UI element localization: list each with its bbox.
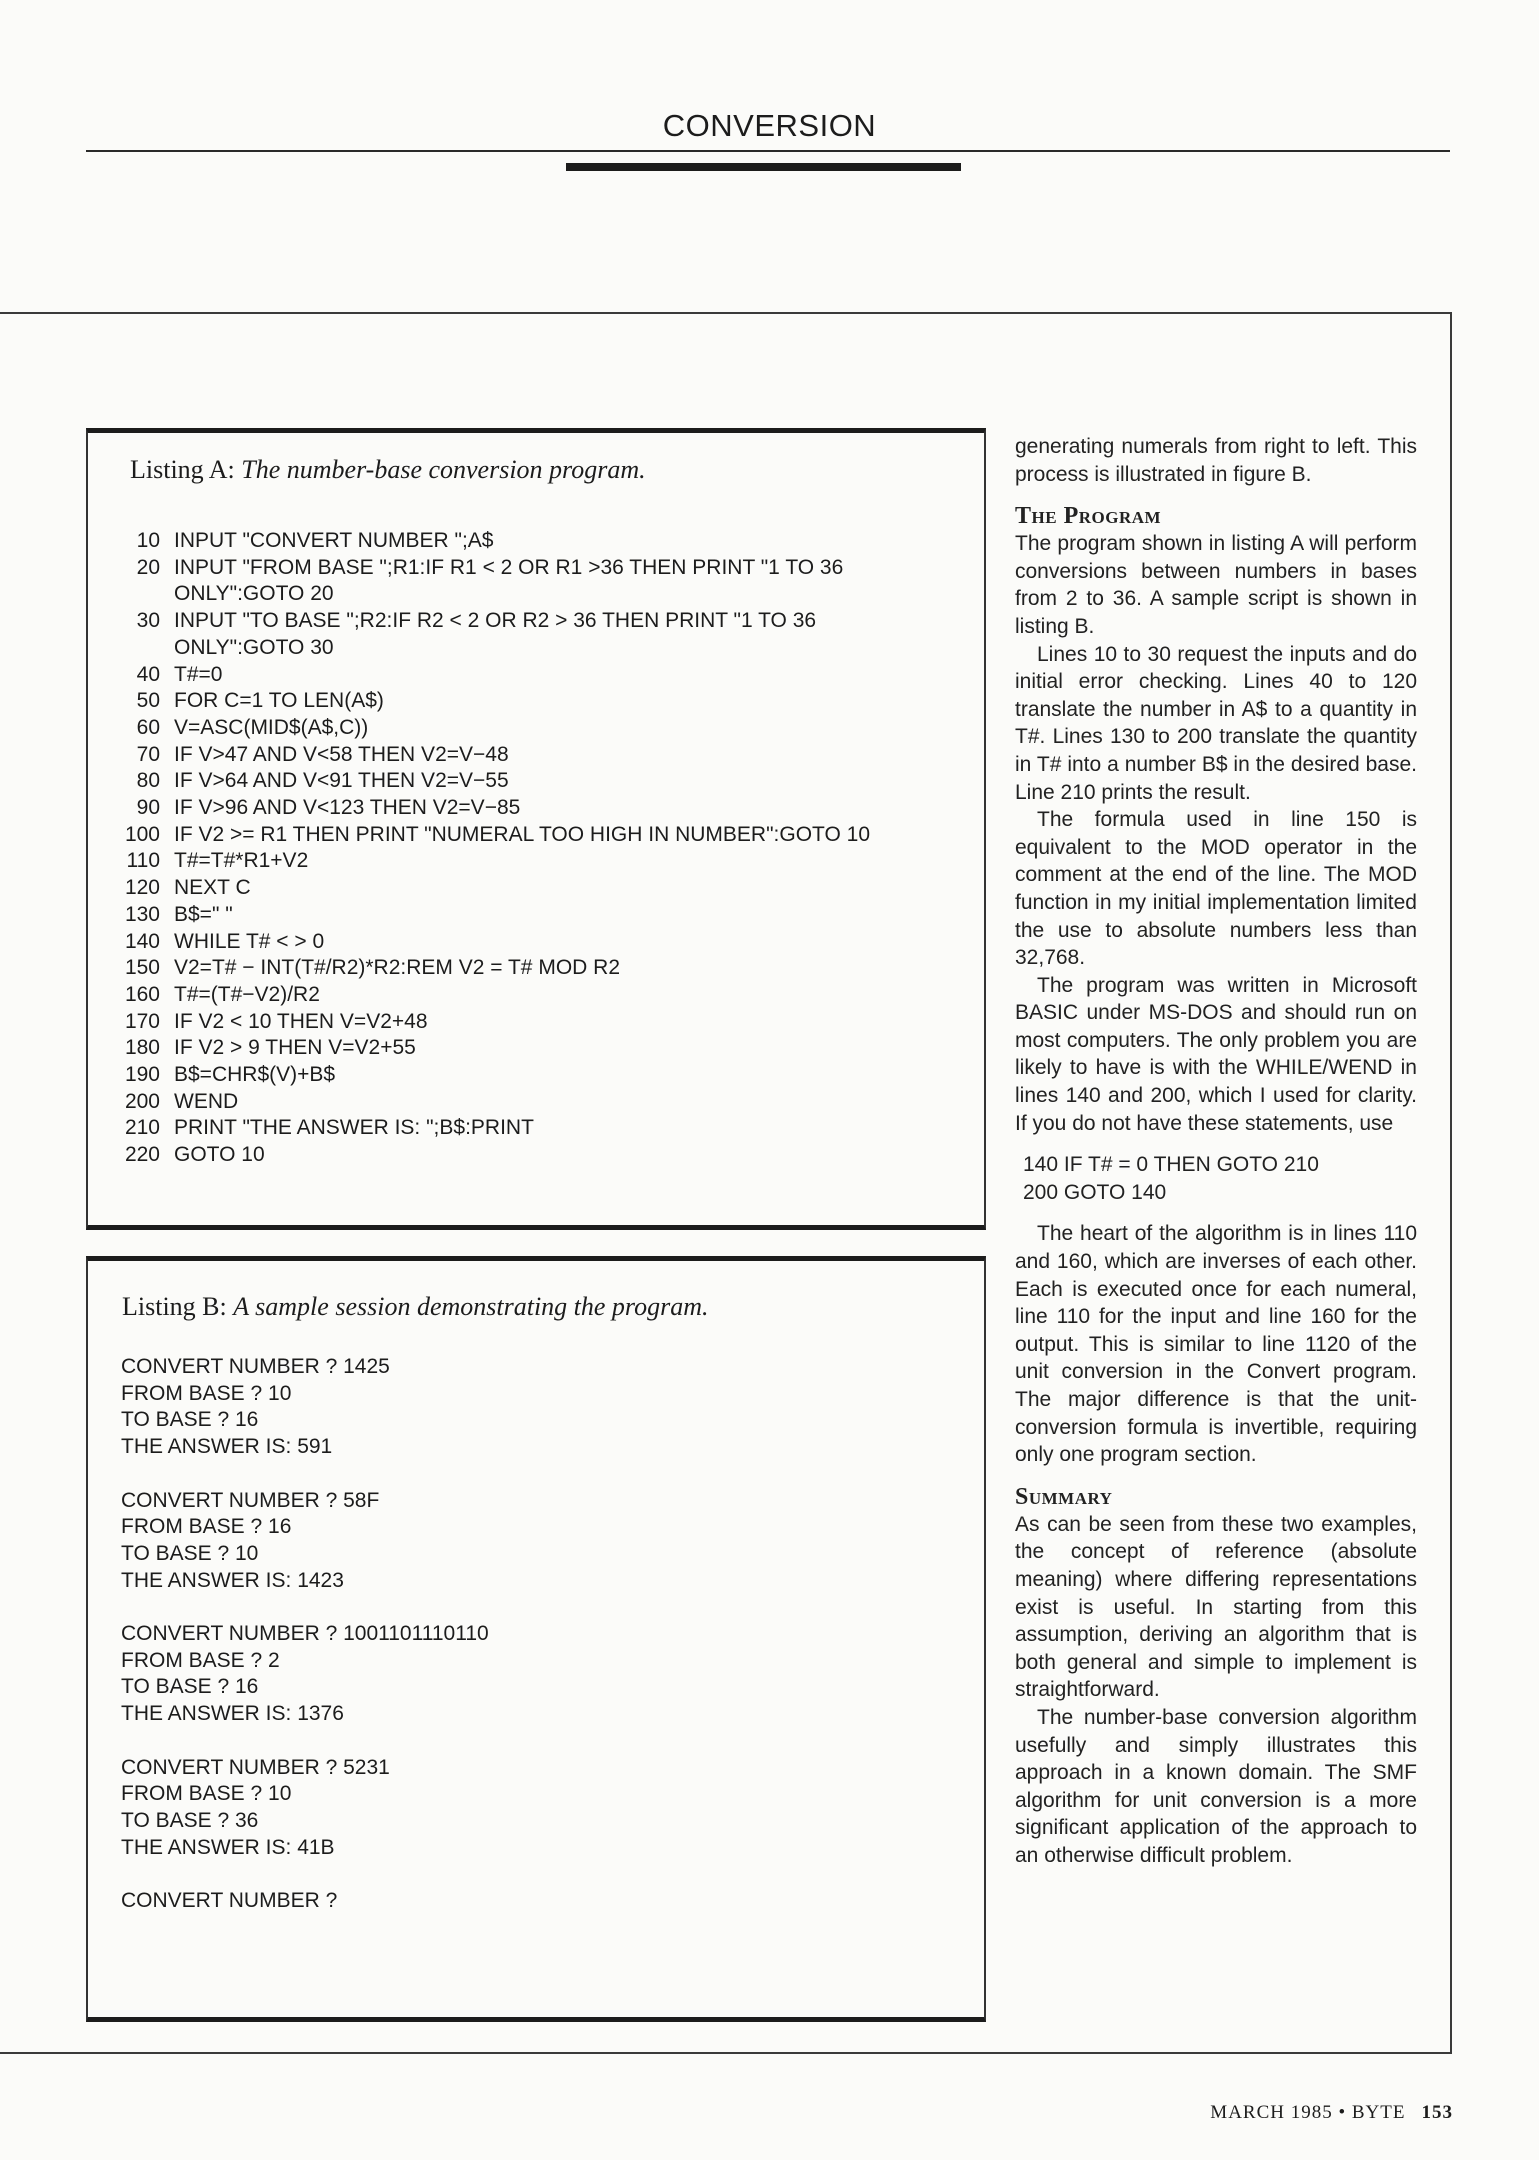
code-line — [100, 715, 940, 742]
code-line — [100, 1089, 940, 1116]
line-code: IF V2 >= R1 THEN PRINT "NUMERAL TOO HIGH IN NUMBER":GOTO 10 — [174, 822, 871, 846]
line-number: 30 — [136, 609, 160, 633]
code-line — [100, 688, 940, 715]
code-line — [100, 929, 940, 956]
line-code: WEND — [174, 1089, 239, 1113]
session-line: CONVERT NUMBER ? 5231 — [121, 1755, 390, 1779]
code-line — [100, 1035, 940, 1062]
line-number: 70 — [136, 742, 160, 766]
line-code: B$=CHR$(V)+B$ — [174, 1063, 336, 1087]
code-line — [100, 528, 940, 555]
program-paragraph-3: The formula used in line 150 is equivalent to the MOD operator in the comment at the end of the line. The MOD function in my initial implementation limited the use to absolute numbers less than 32,768. — [1015, 808, 1417, 970]
code-line — [100, 982, 940, 1009]
line-code: FOR C=1 TO LEN(A$) — [174, 689, 384, 713]
line-code: IF V2 < 10 THEN V=V2+48 — [174, 1009, 428, 1033]
code-line — [100, 742, 940, 769]
line-number: 160 — [124, 982, 160, 1006]
line-number: 190 — [124, 1063, 160, 1087]
panel-border-top — [0, 312, 1452, 314]
session-line: FROM BASE ? 10 — [121, 1381, 292, 1405]
listing-a-caption — [130, 455, 646, 485]
line-number: 60 — [136, 715, 160, 739]
line-code: B$=" " — [174, 902, 233, 926]
summary-heading: Summary — [1015, 1483, 1113, 1510]
session-line: CONVERT NUMBER ? 1425 — [121, 1355, 390, 1378]
line-number: 140 — [124, 929, 160, 953]
session-line: FROM BASE ? 2 — [121, 1648, 280, 1672]
listing-b-caption — [122, 1292, 708, 1322]
session-line: CONVERT NUMBER ? — [121, 1889, 338, 1912]
listing-b-title: A sample session demonstrating the program. — [233, 1292, 709, 1321]
line-code: INPUT "TO BASE ";R2:IF R2 < 2 OR R2 > 36 THEN PRINT "1 TO 36 ONLY":GOTO 30 — [174, 609, 822, 659]
snippet-line-1: 140 IF T# = 0 THEN GOTO 210 — [1023, 1153, 1319, 1177]
session-line: FROM BASE ? 16 — [121, 1515, 292, 1539]
session-line: THE ANSWER IS: 1376 — [121, 1702, 344, 1726]
session-line: THE ANSWER IS: 41B — [121, 1835, 335, 1859]
code-line — [100, 1062, 940, 1089]
code-line — [100, 955, 940, 982]
page-number: 153 — [1421, 2102, 1453, 2123]
line-number: 120 — [124, 876, 160, 900]
panel-border-bottom — [0, 2052, 1452, 2054]
line-code: NEXT C — [174, 876, 251, 900]
session-gap — [121, 1461, 489, 1488]
summary-paragraph-2: The number-base conversion algorithm usefully and simply illustrates this approach in a known domain. The SMF algorithm for unit conversion is a more significant application of the approach to an otherwise difficult problem. — [1015, 1705, 1417, 1867]
line-number: 150 — [124, 956, 160, 980]
line-code: T#=T#*R1+V2 — [174, 849, 309, 873]
session-gap — [121, 1861, 489, 1888]
panel-border-right — [1450, 312, 1452, 2054]
line-number: 100 — [124, 822, 160, 846]
listing-a-title: The number-base conversion program. — [241, 455, 646, 484]
line-number: 220 — [124, 1143, 160, 1167]
session-line: THE ANSWER IS: 591 — [121, 1435, 333, 1459]
session-line: THE ANSWER IS: 1423 — [121, 1568, 344, 1592]
code-line — [100, 822, 940, 849]
line-code: IF V>64 AND V<91 THEN V2=V−55 — [174, 769, 509, 793]
snippet-line-2: 200 GOTO 140 — [1023, 1180, 1167, 1204]
code-line — [100, 795, 940, 822]
code-line — [100, 1142, 940, 1169]
line-number: 200 — [124, 1089, 160, 1113]
running-head: CONVERSION — [662, 108, 877, 143]
session-line: CONVERT NUMBER ? 1001101110110 — [121, 1622, 489, 1645]
article-column — [1015, 433, 1417, 1870]
listing-a-code — [100, 528, 940, 1169]
session-gap — [121, 1594, 489, 1621]
page-footer — [1210, 2102, 1453, 2124]
session-line: TO BASE ? 16 — [121, 1675, 259, 1699]
code-line — [100, 902, 940, 929]
session-gap — [121, 1728, 489, 1755]
program-heading: The Program — [1015, 503, 1162, 530]
code-line — [100, 1009, 940, 1036]
code-line — [100, 848, 940, 875]
line-number: 180 — [124, 1036, 160, 1060]
code-line — [100, 555, 940, 608]
session-line: TO BASE ? 36 — [121, 1808, 259, 1832]
line-number: 10 — [136, 529, 160, 552]
line-code: INPUT "FROM BASE ";R1:IF R1 < 2 OR R1 >36 THEN PRINT "1 TO 36 ONLY":GOTO 20 — [174, 555, 850, 606]
line-code: T#=(T#−V2)/R2 — [174, 982, 320, 1006]
session-line: FROM BASE ? 10 — [121, 1782, 292, 1806]
line-number: 20 — [136, 555, 160, 579]
line-code: V=ASC(MID$(A$,C)) — [174, 715, 369, 739]
intro-paragraph: generating numerals from right to left. This process is illustrated in figure B. — [1015, 435, 1417, 486]
line-code: IF V>47 AND V<58 THEN V2=V−48 — [174, 742, 509, 766]
program-paragraph-4: The program was written in Microsoft BASIC under MS-DOS and should run on most computers. The only problem you are likely to have is with the WHILE/WEND in lines 140 and 200, which I used for clarity. If you do not have these statements, use — [1015, 973, 1417, 1135]
line-number: 40 — [136, 662, 160, 686]
line-code: IF V2 > 9 THEN V=V2+55 — [174, 1036, 416, 1060]
code-line — [100, 608, 940, 661]
session-line: TO BASE ? 10 — [121, 1541, 259, 1565]
header-bar — [566, 163, 961, 171]
line-number: 50 — [136, 689, 160, 713]
listing-b-label: Listing B: — [122, 1292, 227, 1321]
line-code: WHILE T# < > 0 — [174, 929, 325, 953]
program-paragraph-1: The program shown in listing A will perform conversions between numbers in bases from 2 to 36. A sample script is shown in listing B. — [1015, 532, 1417, 638]
program-paragraph-2: Lines 10 to 30 request the inputs and do initial error checking. Lines 40 to 120 translate the number in A$ to a quantity in T#. Lines 130 to 200 translate the quantity in T# into a number B$ in the desired base. Line 210 prints the result. — [1015, 642, 1417, 804]
code-snippet — [1023, 1151, 1417, 1206]
line-number: 110 — [126, 849, 160, 873]
line-number: 80 — [136, 769, 160, 793]
program-paragraph-5: The heart of the algorithm is in lines 110 and 160, which are inverses of each other. Each is executed once for each numeral, line 110 for the input and line 160 for the output. This is similar to line 1120 of the unit conversion in the Convert program. The major difference is that the unit-conversion formula is invertible, requiring only one program section. — [1015, 1222, 1417, 1467]
line-code: V2=T# − INT(T#/R2)*R2:REM V2 = T# MOD R2 — [174, 956, 620, 980]
session-line: CONVERT NUMBER ? 58F — [121, 1488, 380, 1512]
listing-b-session — [121, 1354, 489, 1915]
footer-issue: MARCH 1985 • BYTE — [1210, 2102, 1406, 2123]
listing-a-label: Listing A: — [130, 455, 235, 484]
line-number: 130 — [124, 902, 160, 926]
line-number: 90 — [136, 796, 160, 820]
line-number: 170 — [124, 1009, 160, 1033]
line-code: GOTO 10 — [174, 1143, 265, 1167]
header-rule — [86, 150, 1450, 152]
code-line — [100, 768, 940, 795]
code-line — [100, 1115, 940, 1142]
line-number: 210 — [124, 1116, 160, 1140]
summary-paragraph-1: As can be seen from these two examples, the concept of reference (absolute meaning) where differing representations exist is useful. In starting from this assumption, deriving an algorithm that is both general and simple to implement is straightforward. — [1015, 1512, 1417, 1702]
code-line — [100, 662, 940, 689]
line-code: IF V>96 AND V<123 THEN V2=V−85 — [174, 796, 521, 820]
session-line: TO BASE ? 16 — [121, 1408, 259, 1432]
line-code: INPUT "CONVERT NUMBER ";A$ — [174, 529, 494, 552]
line-code: T#=0 — [174, 662, 223, 686]
code-line — [100, 875, 940, 902]
line-code: PRINT "THE ANSWER IS: ";B$:PRINT — [174, 1116, 534, 1140]
